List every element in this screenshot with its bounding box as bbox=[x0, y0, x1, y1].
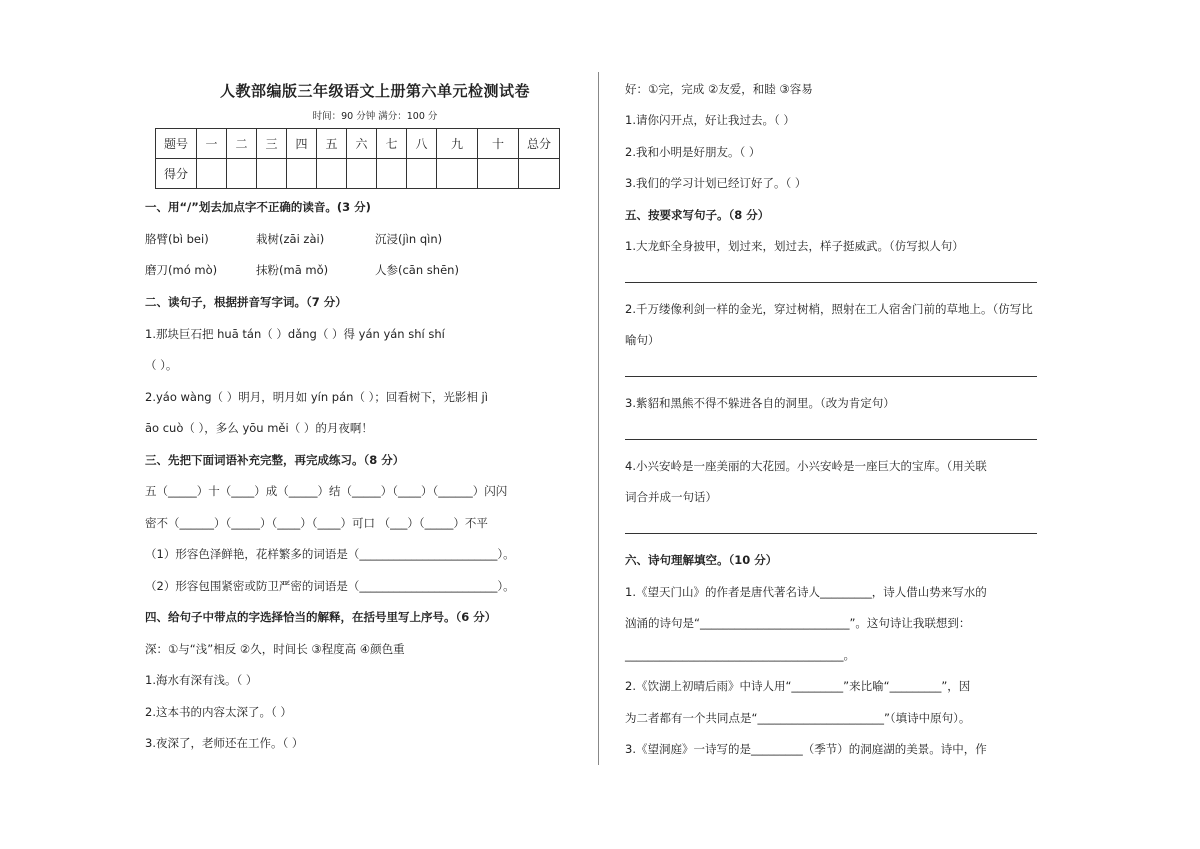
question-line: 3.紫貂和黑熊不得不躲进各自的洞里。（改为肯定句） bbox=[625, 396, 895, 410]
score-cell[interactable] bbox=[407, 159, 437, 189]
question-line: （ ）。 bbox=[145, 358, 178, 372]
question-line: （2）形容包围紧密或防卫严密的词语是（________________________）。 bbox=[145, 579, 515, 593]
score-cell[interactable] bbox=[519, 159, 560, 189]
score-header-cell: 二 bbox=[227, 129, 257, 159]
page-title: 人教部编版三年级语文上册第六单元检测试卷 bbox=[219, 82, 530, 100]
question-line: 喻句） bbox=[625, 333, 660, 347]
question-line: 3.《望洞庭》一诗写的是_________（季节）的洞庭湖的美景。诗中，作 bbox=[625, 742, 987, 756]
exam-time-info: 时间：90 分钟 满分：100 分 bbox=[312, 111, 438, 122]
answer-line[interactable] bbox=[625, 376, 1037, 377]
score-cell[interactable] bbox=[227, 159, 257, 189]
score-row-label: 得分 bbox=[156, 159, 197, 189]
question-line: 汹涌的诗句是“__________________________”。这句诗让我联想到： bbox=[625, 616, 971, 630]
score-cell[interactable] bbox=[287, 159, 317, 189]
section-3-heading: 三、先把下面词语补充完整，再完成练习。（8 分） bbox=[145, 453, 405, 467]
question-line: 2.《饮湖上初晴后雨》中诗人用“_________”来比喻“_________”，因 bbox=[625, 679, 971, 693]
question-line: 五（_____）十（____）成（_____）结（_____）（____）（______）闪闪 bbox=[145, 484, 508, 498]
score-table-score-row bbox=[156, 159, 560, 189]
question-line: 1.大龙虾全身披甲，划过来，划过去，样子挺威武。（仿写拟人句） bbox=[625, 239, 964, 253]
question-line: （1）形容色泽鲜艳，花样繁多的词语是（________________________）。 bbox=[145, 547, 515, 561]
question-line: 3.夜深了，老师还在工作。（ ） bbox=[145, 736, 304, 750]
score-cell[interactable] bbox=[257, 159, 287, 189]
answer-line[interactable] bbox=[625, 533, 1037, 534]
score-header-cell: 八 bbox=[407, 129, 437, 159]
score-cell[interactable] bbox=[478, 159, 519, 189]
score-header-cell: 五 bbox=[317, 129, 347, 159]
pinyin-item: 磨刀(mó mò) bbox=[145, 263, 218, 277]
question-line: 2.我和小明是好朋友。（ ） bbox=[625, 145, 761, 159]
section-4-heading: 四、给句子中带点的字选择恰当的解释，在括号里写上序号。（6 分） bbox=[145, 610, 497, 624]
score-cell[interactable] bbox=[347, 159, 377, 189]
score-cell[interactable] bbox=[377, 159, 407, 189]
score-header-cell: 总分 bbox=[519, 129, 560, 159]
section-2-heading: 二、读句子，根据拼音写字词。（7 分） bbox=[145, 295, 347, 309]
question-line: 2.这本书的内容太深了。（ ） bbox=[145, 705, 292, 719]
question-line: 1.海水有深有浅。（ ） bbox=[145, 673, 258, 687]
section-6-heading: 六、诗句理解填空。（10 分） bbox=[625, 553, 778, 567]
pinyin-item: 人参(cān shēn) bbox=[375, 263, 459, 277]
question-line: 2.yáo wàng（ ）明月，明月如 yín pán（ ）；回看树下，光影相 jì bbox=[145, 390, 488, 404]
score-cell[interactable] bbox=[197, 159, 227, 189]
definition-line: 深：①与“浅”相反 ②久，时间长 ③程度高 ④颜色重 bbox=[145, 642, 405, 656]
pinyin-item: 胳臂(bì bei) bbox=[145, 232, 209, 246]
score-table bbox=[155, 128, 560, 189]
question-line: 3.我们的学习计划已经订好了。（ ） bbox=[625, 176, 807, 190]
answer-line[interactable] bbox=[625, 439, 1037, 440]
score-header-cell: 题号 bbox=[156, 129, 197, 159]
column-divider bbox=[598, 72, 599, 765]
section-1-heading: 一、用“/”划去加点字不正确的读音。(3 分) bbox=[145, 200, 371, 214]
score-header-cell: 七 bbox=[377, 129, 407, 159]
question-line: ______________________________________。 bbox=[625, 648, 855, 662]
question-line: 词合并成一句话） bbox=[625, 490, 717, 504]
section-5-heading: 五、按要求写句子。（8 分） bbox=[625, 208, 770, 222]
score-header-cell: 三 bbox=[257, 129, 287, 159]
score-header-cell: 十 bbox=[478, 129, 519, 159]
answer-line[interactable] bbox=[625, 282, 1037, 283]
question-line: 4.小兴安岭是一座美丽的大花园。小兴安岭是一座巨大的宝库。（用关联 bbox=[625, 459, 987, 473]
score-header-cell: 六 bbox=[347, 129, 377, 159]
question-line: 1.请你闪开点，好让我过去。（ ） bbox=[625, 113, 795, 127]
pinyin-item: 抹粉(mā mǒ) bbox=[256, 263, 329, 277]
pinyin-item: 栽树(zāi zài) bbox=[256, 232, 325, 246]
question-line: 为二者都有一个共同点是“______________________”（填诗中原句）。 bbox=[625, 711, 971, 725]
question-line: 密不（______）（_____）（____）（____）可口 （___）（_____）不平 bbox=[145, 516, 488, 530]
score-header-cell: 九 bbox=[437, 129, 478, 159]
score-header-cell: 四 bbox=[287, 129, 317, 159]
question-line: 2.千万缕像利剑一样的金光，穿过树梢，照射在工人宿舍门前的草地上。（仿写比 bbox=[625, 302, 1033, 316]
question-line: 1.那块巨石把 huā tán（ ）dǎng（ ）得 yán yán shí shí bbox=[145, 327, 445, 341]
score-header-cell: 一 bbox=[197, 129, 227, 159]
question-line: āo cuò（ ），多么 yōu měi（ ）的月夜啊！ bbox=[145, 421, 373, 435]
score-cell[interactable] bbox=[317, 159, 347, 189]
score-table-header-row bbox=[156, 129, 560, 159]
score-cell[interactable] bbox=[437, 159, 478, 189]
question-line: 1.《望天门山》的作者是唐代著名诗人_________，诗人借山势来写水的 bbox=[625, 585, 987, 599]
pinyin-item: 沉浸(jìn qìn) bbox=[375, 232, 443, 246]
definition-line: 好：①完，完成 ②友爱，和睦 ③容易 bbox=[625, 82, 813, 96]
